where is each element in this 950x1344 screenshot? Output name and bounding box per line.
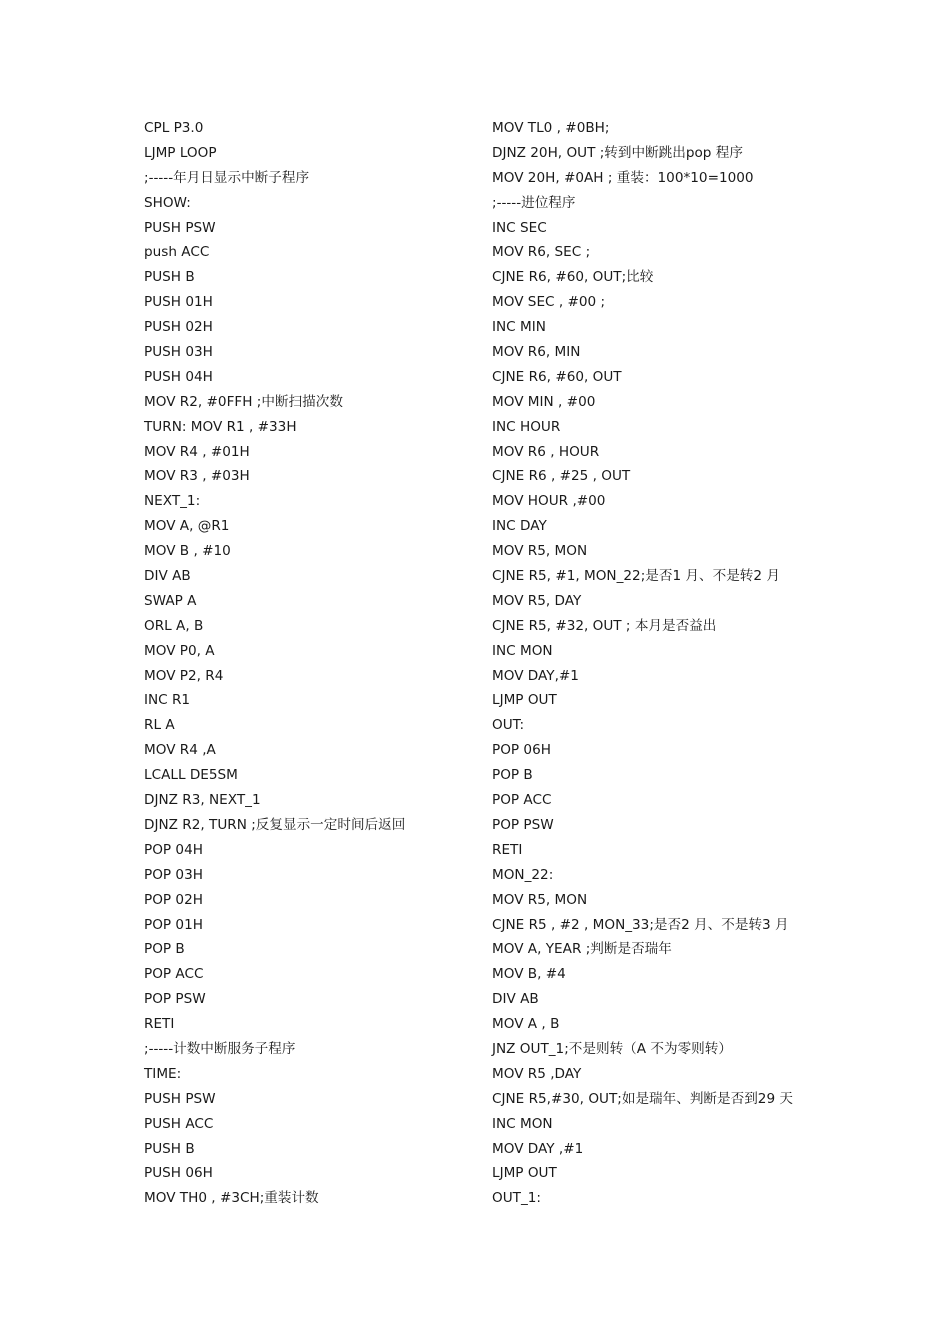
code-line: push ACC — [144, 244, 210, 261]
code-line: DJNZ 20H, OUT ;转到中断跳出pop 程序 — [492, 144, 743, 161]
code-line: INC MON — [492, 1115, 553, 1132]
code-line: CJNE R5,#30, OUT;如是瑞年、判断是否到29 天 — [492, 1090, 794, 1107]
code-line: POP PSW — [492, 816, 554, 833]
code-line: MOV R5, MON — [492, 891, 588, 908]
code-line: MOV R5, DAY — [492, 592, 582, 609]
code-line: POP B — [492, 767, 533, 784]
code-line: DJNZ R3, NEXT_1 — [144, 792, 261, 809]
code-line: DIV AB — [144, 568, 191, 585]
code-line: SHOW: — [144, 194, 191, 211]
code-line: OUT_1: — [492, 1190, 541, 1207]
code-line: MOV A , B — [492, 1016, 560, 1033]
code-line: MOV B, #4 — [492, 966, 566, 983]
code-line: INC MIN — [492, 319, 546, 336]
code-line: MOV SEC , #00 ; — [492, 294, 606, 311]
code-line: RETI — [144, 1016, 175, 1033]
code-line: MOV P2, R4 — [144, 667, 224, 684]
code-line: POP 01H — [144, 916, 203, 933]
code-line: POP 04H — [144, 841, 203, 858]
code-line: PUSH PSW — [144, 219, 216, 236]
code-line: POP PSW — [144, 991, 206, 1008]
code-line: CJNE R6 , #25 , OUT — [492, 468, 631, 485]
code-line: MOV DAY,#1 — [492, 667, 579, 684]
code-line: PUSH 06H — [144, 1165, 213, 1182]
code-line: ;-----进位程序 — [492, 194, 576, 211]
code-line: MOV P0, A — [144, 642, 215, 659]
code-line: PUSH PSW — [144, 1090, 216, 1107]
code-line: PUSH B — [144, 269, 195, 286]
code-line: MOV TL0 , #0BH; — [492, 120, 610, 136]
code-line: LJMP LOOP — [144, 144, 217, 161]
code-line: MOV HOUR ,#00 — [492, 493, 606, 510]
code-line: DIV AB — [492, 991, 539, 1008]
code-line: MOV MIN , #00 — [492, 393, 596, 410]
code-line: PUSH 03H — [144, 344, 213, 361]
code-line: CJNE R6, #60, OUT;比较 — [492, 269, 654, 286]
code-column-left — [144, 116, 474, 1211]
code-line: PUSH B — [144, 1140, 195, 1157]
code-line: PUSH 01H — [144, 294, 213, 311]
code-line: TURN: MOV R1 , #33H — [144, 418, 297, 435]
code-line: MOV R5 ,DAY — [492, 1065, 582, 1082]
code-line: INC MON — [492, 642, 553, 659]
code-column-right — [492, 116, 912, 1211]
code-line: CJNE R5 , #2 , MON_33;是否2 月、不是转3 月 — [492, 916, 789, 933]
code-line: INC HOUR — [492, 418, 561, 435]
code-line: LCALL DE5SM — [144, 767, 238, 784]
code-line: SWAP A — [144, 592, 197, 609]
code-line: LJMP OUT — [492, 692, 557, 709]
code-line: CPL P3.0 — [144, 120, 204, 136]
code-line: PUSH ACC — [144, 1115, 214, 1132]
code-line: PUSH 04H — [144, 368, 213, 385]
code-line: MOV A, @R1 — [144, 518, 230, 535]
code-line: CJNE R6, #60, OUT — [492, 368, 622, 385]
code-line: INC SEC — [492, 219, 547, 236]
code-line: MOV DAY ,#1 — [492, 1140, 584, 1157]
code-line: PUSH 02H — [144, 319, 213, 336]
code-line: OUT: — [492, 717, 525, 734]
code-line: POP ACC — [144, 966, 204, 983]
code-line: MOV 20H, #0AH ; 重装：100*10=1000 — [492, 169, 754, 186]
code-line: INC DAY — [492, 518, 547, 535]
code-line: MOV R2, #0FFH ;中断扫描次数 — [144, 393, 343, 410]
code-line: JNZ OUT_1;不是则转（A 不为零则转） — [492, 1040, 732, 1057]
code-line: ;-----计数中断服务子程序 — [144, 1040, 296, 1057]
code-line: DJNZ R2, TURN ;反复显示一定时间后返回 — [144, 816, 406, 833]
code-line: POP ACC — [492, 792, 552, 809]
code-line: NEXT_1: — [144, 493, 201, 510]
code-line: INC R1 — [144, 692, 191, 709]
code-line: MOV B , #10 — [144, 543, 231, 560]
code-line: RETI — [492, 841, 523, 858]
code-line: MOV R4 ,A — [144, 742, 216, 759]
code-line: RL A — [144, 717, 175, 734]
code-line: MON_22: — [492, 866, 554, 883]
code-line: MOV R5, MON — [492, 543, 588, 560]
code-line: ORL A, B — [144, 617, 204, 634]
code-line: MOV R6, MIN — [492, 344, 581, 361]
code-line: LJMP OUT — [492, 1165, 557, 1182]
code-line: ;-----年月日显示中断子程序 — [144, 169, 310, 186]
code-line: TIME: — [144, 1065, 182, 1082]
code-line: POP 06H — [492, 742, 551, 759]
code-line: CJNE R5, #32, OUT ; 本月是否益出 — [492, 617, 717, 634]
code-line: MOV R4 , #01H — [144, 443, 250, 460]
code-line: POP B — [144, 941, 185, 958]
code-line: MOV R3 , #03H — [144, 468, 250, 485]
code-line: CJNE R5, #1, MON_22;是否1 月、不是转2 月 — [492, 568, 780, 585]
code-line: MOV R6, SEC ; — [492, 244, 591, 261]
code-line: MOV TH0 , #3CH;重装计数 — [144, 1190, 319, 1207]
code-line: MOV A, YEAR ;判断是否瑞年 — [492, 941, 672, 958]
code-line: MOV R6 , HOUR — [492, 443, 600, 460]
code-line: POP 02H — [144, 891, 203, 908]
code-line: POP 03H — [144, 866, 203, 883]
